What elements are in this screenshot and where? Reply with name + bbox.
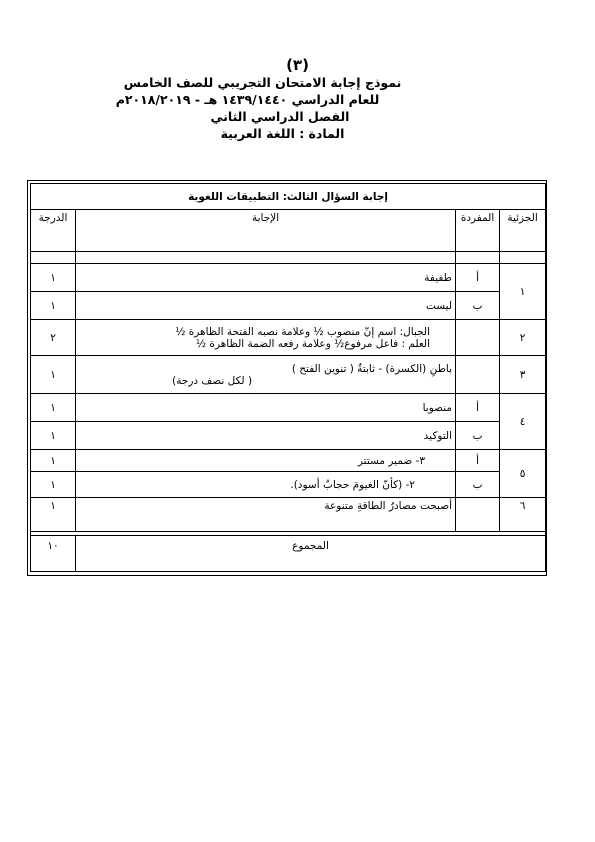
total-label: المجموع [76,536,546,572]
col-header-item: المفردة [456,210,500,252]
table-row [31,498,546,532]
part-cell: ٤ [500,394,546,450]
col-header-grade: الدرجة [31,210,76,252]
table-row [31,472,546,498]
answer-cell: التوكيد [76,422,456,450]
part-cell: ٢ [500,320,546,356]
item-cell [456,498,500,532]
item-cell: ب [456,422,500,450]
item-cell: ب [456,292,500,320]
spacer-row [31,252,546,264]
answer-cell [76,356,456,394]
col-header-answer: الإجابة [76,210,456,252]
item-cell: أ [456,450,500,472]
item-cell: أ [456,394,500,422]
table-title: إجابة السؤال الثالث: التطبيقات اللغوية [31,184,546,210]
grade-cell: ١ [31,422,76,450]
item-cell [456,356,500,394]
grade-cell: ٢ [31,320,76,356]
total-value: ١٠ [31,536,76,572]
grade-cell: ١ [31,356,76,394]
model-number: (٣) [286,56,309,74]
academic-year: للعام الدراسي ١٤٣٩/١٤٤٠ هـ - ٢٠١٨/٢٠١٩م [115,92,380,107]
answer-cell: ٣- ضمير مستتر [76,450,456,472]
table-row [31,320,546,356]
answer-cell: ٢- (كأنّ الغيومَ حجابٌ أسود). [76,472,456,498]
part-cell: ٥ [500,450,546,498]
table-row [31,394,546,422]
part-cell: ٦ [500,498,546,532]
answer-line: باطنِ (الكسرة) - ثابتةٌ ( تنوين الفتح ) [291,362,453,375]
answer-table [30,183,546,572]
answer-cell [76,320,456,356]
grade-cell: ١ [31,472,76,498]
answer-cell: أصبحت مصادرُ الطاقةِ متنوعة [76,498,456,532]
answer-cell: ليست [76,292,456,320]
subject: المادة : اللغة العربية [220,126,345,141]
answer-line: الجبال: اسم إنّ منصوب ½ وعلامة نصبه الفتحة الظاهرة ½ [175,325,431,338]
grade-cell: ١ [31,394,76,422]
item-cell [456,320,500,356]
table-row [31,264,546,292]
answer-cell: منصوبا [76,394,456,422]
item-cell: أ [456,264,500,292]
grade-cell: ١ [31,498,76,532]
grade-cell: ١ [31,292,76,320]
table-row [31,292,546,320]
table-row [31,422,546,450]
grade-cell: ١ [31,264,76,292]
part-cell: ١ [500,264,546,320]
answer-line: العلم : فاعل مرفوع½ وعلامة رفعه الضمة الظاهرة ½ [195,337,431,350]
answer-line: ( لكل نصف درجة) [172,374,253,387]
semester: الفصل الدراسي الثاني [210,109,350,124]
total-row [31,536,546,572]
item-cell: ب [456,472,500,498]
table-header-row [31,210,546,252]
document-header [0,56,595,142]
table-row [31,356,546,394]
col-header-part: الجزئية [500,210,546,252]
answer-cell: طفيفة [76,264,456,292]
part-cell: ٣ [500,356,546,394]
grade-cell: ١ [31,450,76,472]
table-row [31,450,546,472]
doc-title: نموذج إجابة الامتحان التجريبي للصف الخامس [123,75,402,90]
